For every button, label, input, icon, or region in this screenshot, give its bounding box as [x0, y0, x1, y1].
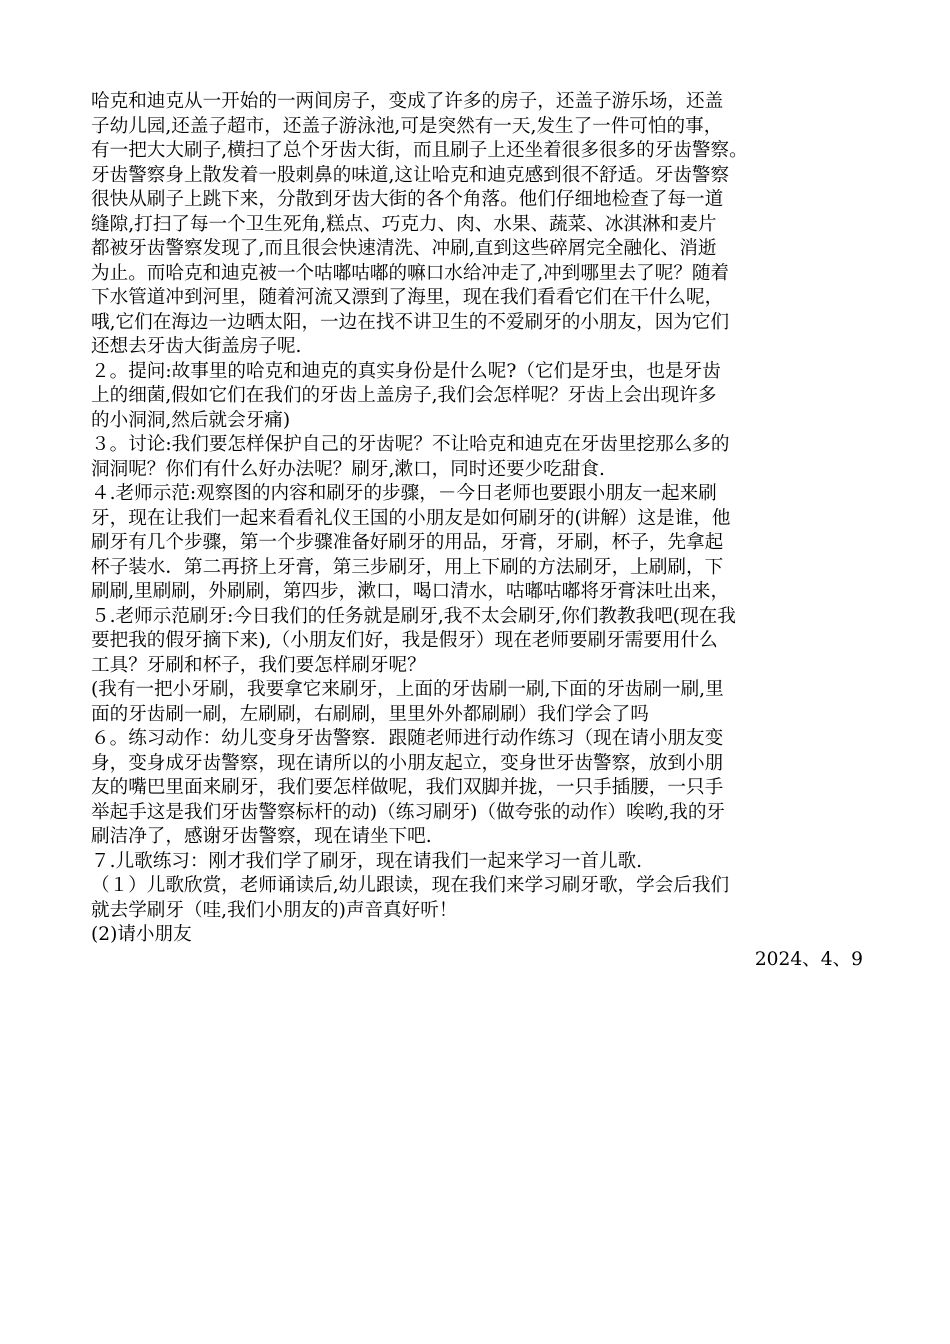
text-line: 工具？牙刷和杯子，我们要怎样刷牙呢？: [91, 654, 426, 676]
text-line: ６。练习动作：幼儿变身牙齿警察．跟随老师进行动作练习（现在请小朋友变: [91, 728, 724, 749]
text-line: 要把我的假牙摘下来),（小朋友们好，我是假牙）现在老师要刷牙需要用什么: [91, 630, 718, 651]
text-line: 杯子装水．第二再挤上牙膏，第三步刷牙，用上下刷的方法刷牙，上刷刷，下: [91, 556, 724, 578]
text-line: ２。提问:故事里的哈克和迪克的真实身份是什么呢?（它们是牙虫，也是牙齿: [91, 360, 721, 382]
text-line: 很快从刷子上跳下来，分散到牙齿大街的各个角落。他们仔细地检查了每一道: [91, 189, 724, 210]
text-line: ４.老师示范:观察图的内容和刷牙的步骤，－今日老师也要跟小朋友一起来刷: [91, 483, 717, 504]
text-line: ３。讨论:我们要怎样保护自己的牙齿呢？不让哈克和迪克在牙齿里挖那么多的: [91, 434, 730, 455]
text-line: ７.儿歌练习：刚才我们学了刷牙，现在请我们一起来学习一首儿歌.: [91, 850, 643, 872]
text-line: 就去学刷牙（哇,我们小朋友的)声音真好听！: [91, 899, 458, 921]
text-line: (2)请小朋友: [91, 924, 192, 945]
text-line: 为止。而哈克和迪克被一个咕嘟咕嘟的嘛口水给冲走了,冲到哪里去了呢？随着: [91, 262, 730, 284]
text-line: 刷刷,里刷刷，外刷刷，第四步，漱口，喝口清水，咕嘟咕嘟将牙膏沫吐出来，: [91, 581, 730, 602]
document-date: 2024、4、9: [754, 948, 863, 970]
text-line: 都被牙齿警察发现了,而且很会快速清洗、冲刷,直到这些碎屑完全融化、消逝: [91, 238, 717, 259]
text-line: 的小洞洞,然后就会牙痛): [91, 409, 291, 431]
text-line: 友的嘴巴里面来刷牙，我们要怎样做呢，我们双脚并拢，一只手插腰，一只手: [91, 777, 724, 798]
text-line: 洞洞呢？你们有什么好办法呢？刷牙,漱口，同时还要少吃甜食.: [91, 458, 605, 480]
text-line: 身，变身成牙齿警察，现在请所以的小朋友起立，变身世牙齿警察，放到小朋: [91, 752, 724, 774]
text-line: 缝隙,打扫了每一个卫生死角,糕点、巧克力、肉、水果、蔬菜、冰淇淋和麦片: [91, 213, 717, 235]
text-line: 子幼儿园,还盖子超市，还盖子游泳池,可是突然有一天,发生了一件可怕的事，: [91, 115, 723, 137]
text-line: 牙，现在让我们一起来看看礼仪王国的小朋友是如何刷牙的(讲解）这是谁，他: [91, 507, 731, 529]
text-line: ５.老师示范刷牙:今日我们的任务就是刷牙,我不太会刷牙,你们教教我吧(现在我: [91, 605, 736, 627]
text-line: 哈克和迪克从一开始的一两间房子，变成了许多的房子，还盖子游乐场，还盖: [91, 91, 724, 112]
text-line: 还想去牙齿大街盖房子呢.: [91, 336, 302, 357]
text-line: 有一把大大刷子,横扫了总个牙齿大街，而且刷子上还坐着很多很多的牙齿警察。: [91, 140, 748, 161]
text-line: 上的细菌,假如它们在我们的牙齿上盖房子,我们会怎样呢？牙齿上会出现许多: [91, 385, 717, 406]
document-body: [91, 90, 871, 972]
text-line: 下水管道冲到河里，随着河流又漂到了海里，现在我们看看它们在干什么呢，: [91, 287, 724, 308]
text-line: 刷牙有几个步骤，第一个步骤准备好刷牙的用品，牙膏，牙刷，杯子，先拿起: [91, 532, 724, 553]
text-line: 哦,它们在海边一边晒太阳，一边在找不讲卫生的不爱刷牙的小朋友，因为它们: [91, 311, 730, 333]
text-line: (我有一把小牙刷，我要拿它来刷牙，上面的牙齿刷一刷,下面的牙齿刷一刷,里: [91, 679, 724, 700]
text-line: 牙齿警察身上散发着一股刺鼻的味道,这让哈克和迪克感到很不舒适。牙齿警察: [91, 164, 730, 186]
text-line: 面的牙齿刷一刷，左刷刷，右刷刷，里里外外都刷刷）我们学会了吗: [91, 703, 649, 725]
text-line: 举起手这是我们牙齿警察标杆的动)（练习刷牙)（做夸张的动作）唉哟,我的牙: [91, 801, 726, 823]
text-line: （１）儿歌欣赏，老师诵读后,幼儿跟读，现在我们来学习刷牙歌，学会后我们: [91, 875, 730, 896]
text-line: 刷洁净了，感谢牙齿警察，现在请坐下吧.: [91, 826, 432, 847]
